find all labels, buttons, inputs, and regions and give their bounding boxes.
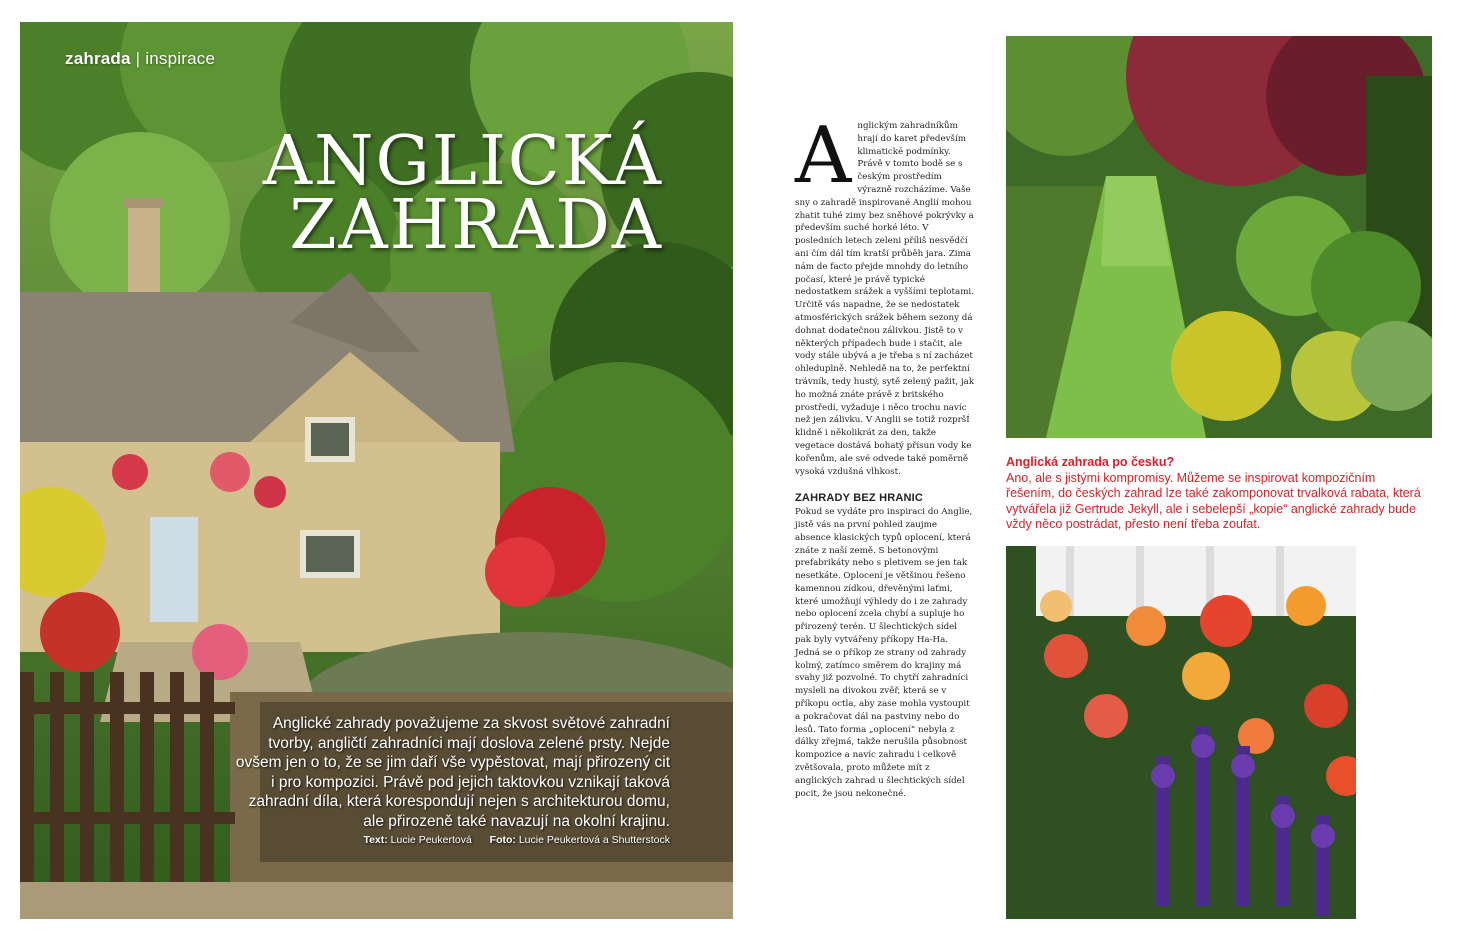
caption-text: Ano, ale s jistými kompromisy. Můžeme se inspirovat kompozičním řešením, do českých zahrad lze také zakomponovat trvalková rabata, která vytvářela již Gertrude Jekyll, ale i sebelepší „kopie“ anglické zahrady bude vždy něco postrádat, přesto není třeba zoufat. [1006,470,1421,531]
photo-caption [1006,455,1426,533]
article-body: Pokud se vydáte pro inspiraci do Anglie, jistě vás na první pohled zaujme absence klasických typů oplocení, která znáte z naší země. S betonovými prefabrikáty nebo s pletivem se jen tak nesetkáte. Oplocení je většinou řešeno kamennou zídkou, dřevěnými laťmi, které umožňují výhledy do i ze zahrady nebo oplocení zcela chybí a supluje ho přirozený terén. U šlechtických sídel pak byly vytvářeny příkopy Ha-Ha. Jedná se o příkop ze strany od zahrady kolmý, zatímco směrem do krajiny má svahy již pozvolné. To chytří zahradníci mysleli na divokou zvěř, která se v příkopu octla, aby zase mohla vystoupit a pokračovat dál na pastviny nebo do lesů. Tato forma „oplocení“ nebyla z dálky zřejmá, takže nerušila působnost kompozice a navíc zahradu i celkově zvětšovala, proto můžete mít z anglických zahrad u šlechtických sídel pocit, že jsou nekonečné. [795,507,973,799]
credits [363,834,670,846]
article-intro: nglickým zahradníkům hrají do karet především klimatické podmínky. Právě v tomto bodě se s českým prostředím výrazně rozcházíme. Vaše sny o zahradě inspirované Anglií mohou zhatit tuhé zimy bez sněhové pokrývky a především suché horké léto. V posledních letech zeleni příliš nesvědčí ani čím dál tím kratší průběh jara. Zima nám de facto přejde mnohdy do letního počasí, které je právě typické nedostatkem srážek a vyššími teplotami. Určitě vás napadne, že se nedostatek atmosférických srážek během sezony dá dohnat dodatečnou zálivkou. Jistě to v některých případech bude i stačit, ale vody stále ubývá a je třeba s ní zacházet ohleduplně. Nehledě na to, že perfektní trávník, tedy hustý, sytě zelený pažit, jak ho možná znáte právě z britského prostředí, vyžaduje i něco trochu navíc než jen zálivku. V Anglii se totiž rozpršÍ klidně i několikrát za den, takže vegetace dostává bohatý přísun vody ke kořenům, ale své odvede také poměrně vysoká vzdušná vlhkost. [795,121,975,477]
caption-title: Anglická zahrada po česku? [1006,455,1175,469]
article-title [262,122,663,265]
drop-cap: A [795,111,852,201]
text-credit-author: Lucie Peukertová [390,834,472,846]
section-label [65,49,215,69]
photo-credit-author: Lucie Peukertová a Shutterstock [518,834,670,846]
garden-illustration [1006,36,1432,438]
zinnia-photo [1006,546,1356,919]
section-name: zahrada [65,49,131,68]
section-separator: | [135,49,141,68]
title-line-2: ZAHRADA [289,186,663,265]
garden-border-photo [1006,36,1432,438]
flowers-illustration [1006,546,1356,919]
title-line-1: ANGLICKÁ [262,122,663,201]
lead-paragraph: Anglické zahrady považujeme za skvost světové zahradní tvorby, angličtí zahradníci mají doslova zelené prsty. Nejde ovšem jen o to, že se jim daří vše vypěstovat, mají přirozený cit i pro kompozici. Právě pod jejich taktovkou vznikají taková zahradní díla, která korespondují nejen s architekturou domu, ale přirozeně také navazují na okolní krajinu. [235,715,670,830]
text-credit-label: Text: [363,834,388,846]
article-subheading: ZAHRADY BEZ HRANIC [795,492,924,505]
subsection-name: inspirace [145,49,216,68]
photo-credit-label: Foto: [489,834,516,846]
article-column [795,111,975,800]
cover-photo [20,22,733,919]
